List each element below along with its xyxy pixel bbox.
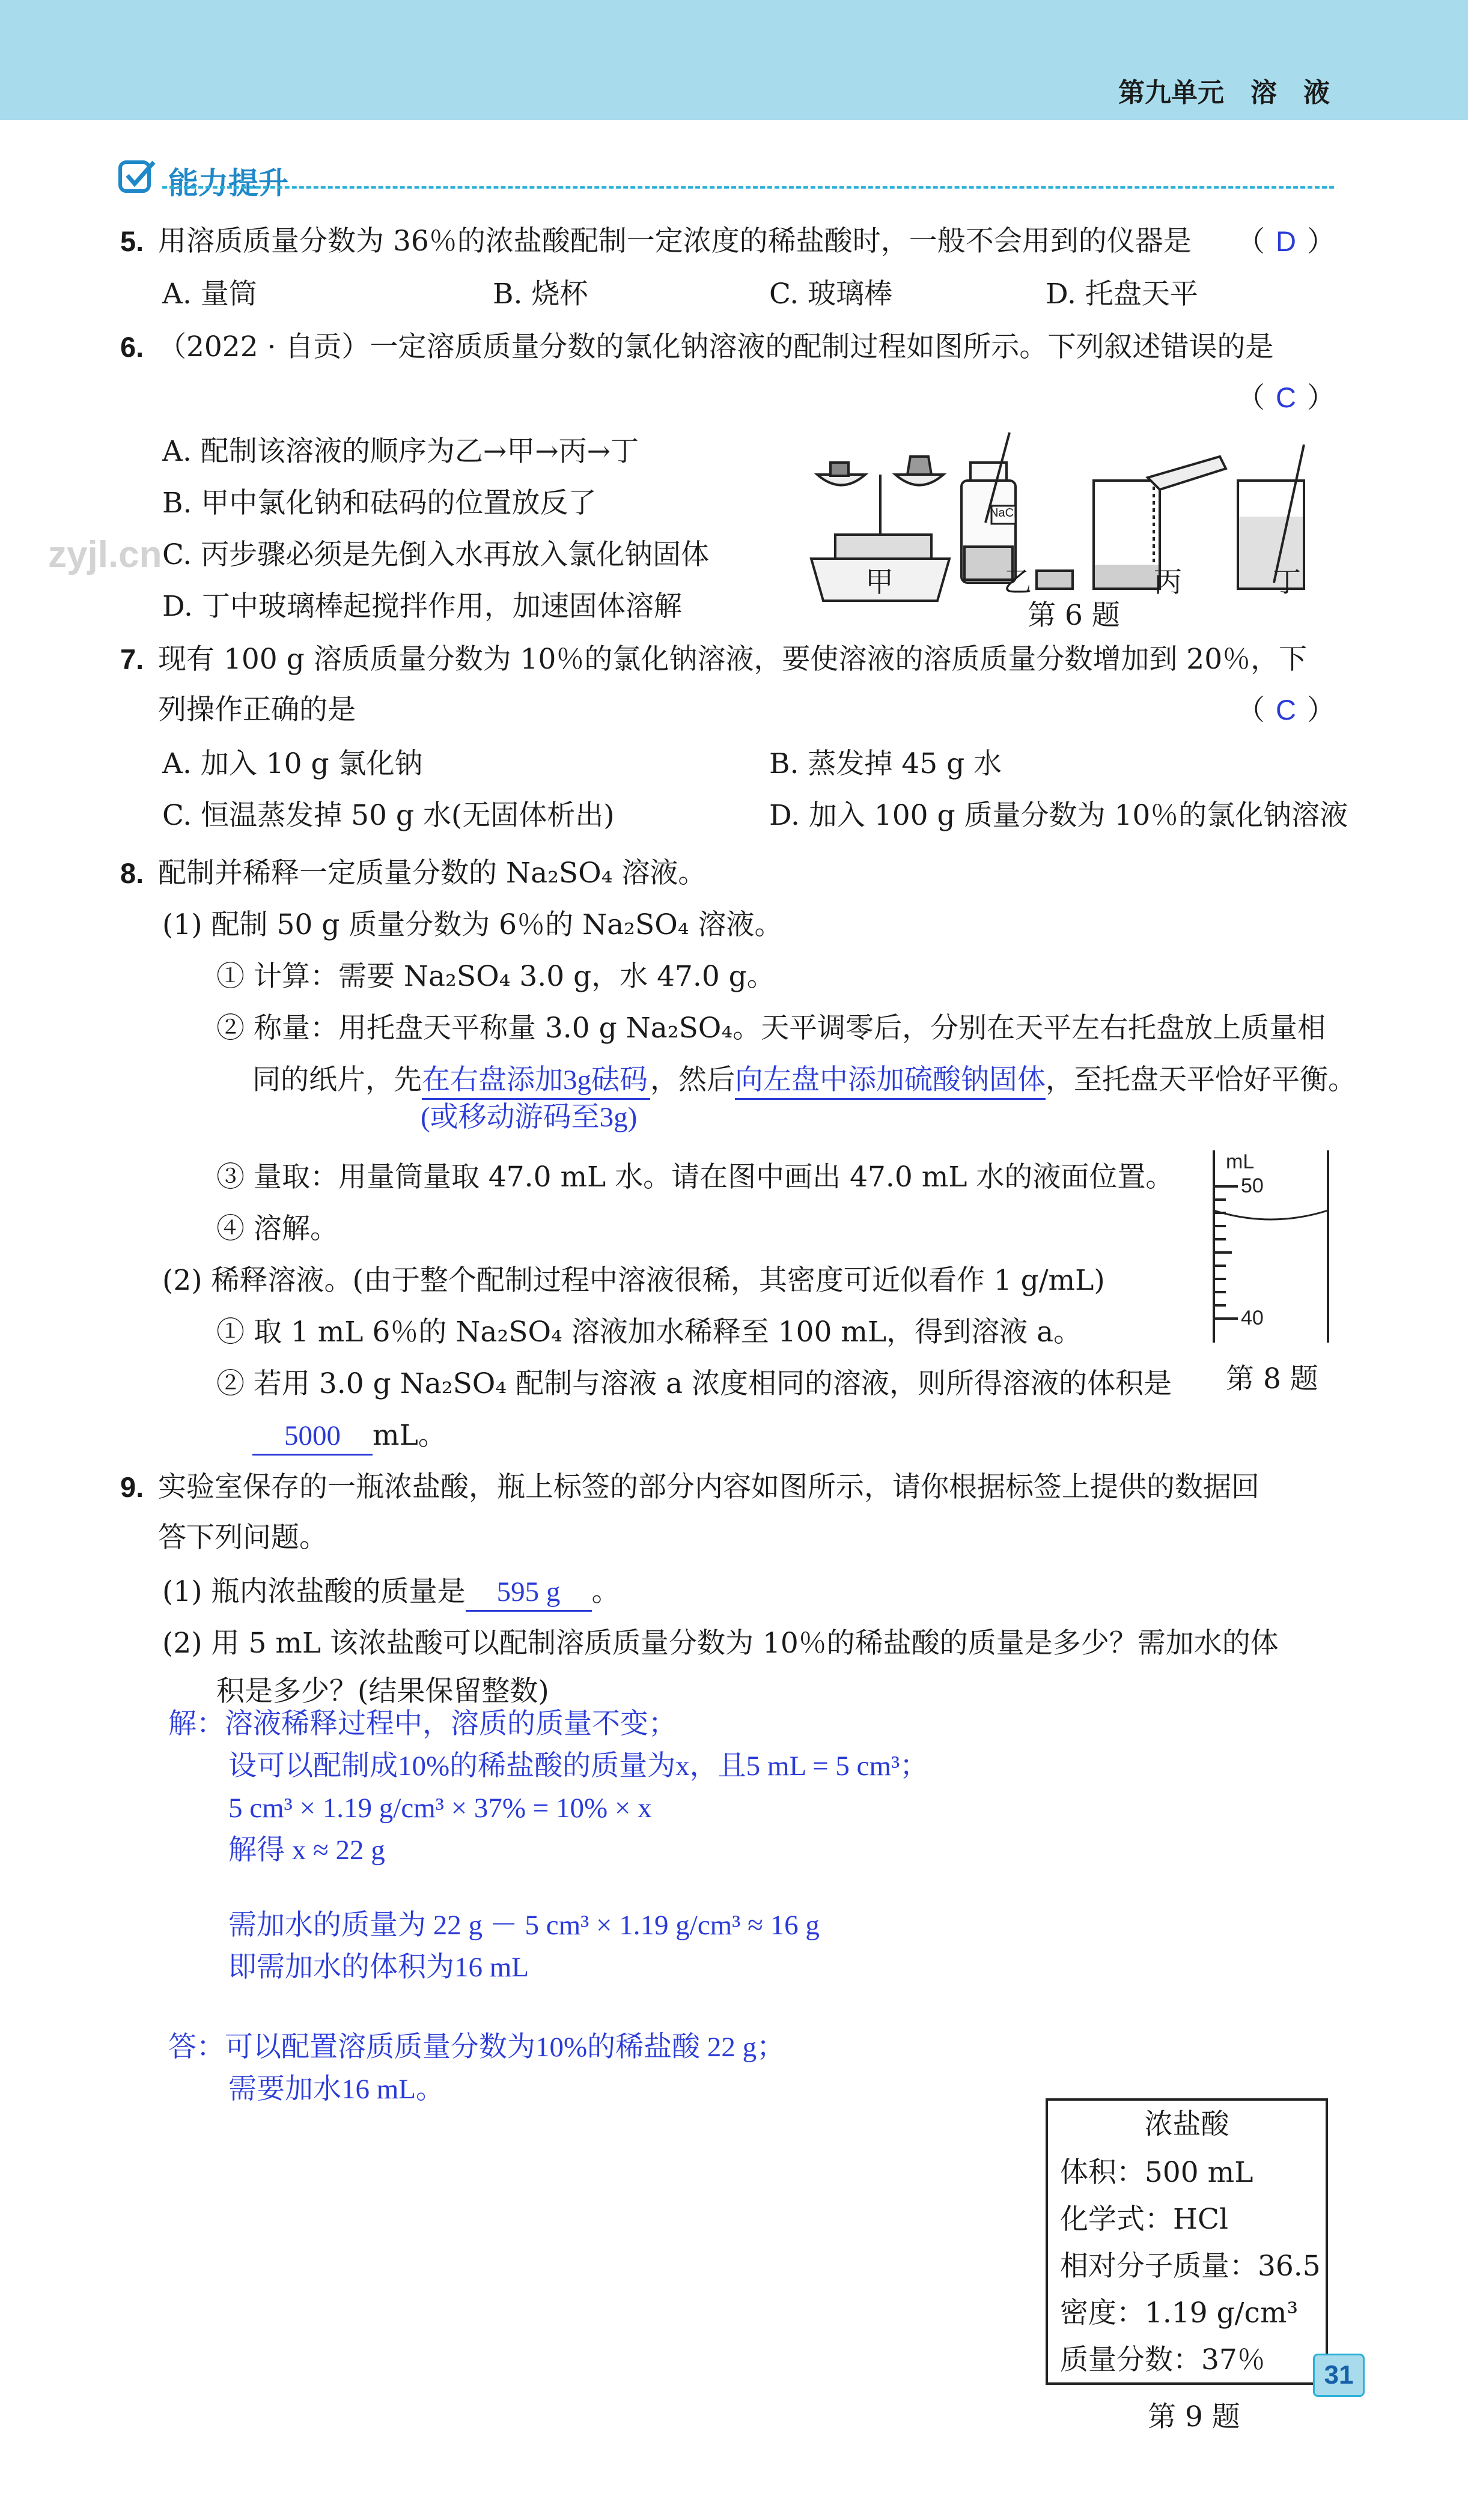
- solution-line-5: 需加水的质量为 22 g － 5 cm³ × 1.19 g/cm³ ≈ 16 g: [228, 1910, 820, 1941]
- label-title: 浓盐酸: [1144, 2108, 1229, 2141]
- q5-stem: 用溶质质量分数为 36％的浓盐酸配制一定浓度的稀盐酸时，一般不会用到的仪器是: [158, 225, 1192, 258]
- q5-option-c: C. 玻璃棒: [769, 278, 893, 311]
- q6-answer-paren: （ C ）: [1237, 380, 1335, 416]
- fig9-caption: 第 9 题: [1148, 2400, 1240, 2433]
- solution-line-4: 解得 x ≈ 22 g: [228, 1835, 385, 1866]
- q9-mass-blank: 595 g: [466, 1574, 592, 1612]
- q8-cylinder: [1202, 1144, 1340, 1349]
- solution-line-1: 解：溶液稀释过程中，溶质的质量不变；: [168, 1708, 677, 1740]
- nacl-label: NaCl: [990, 506, 1017, 520]
- q7-answer-paren: （ C ）: [1237, 692, 1335, 729]
- label-formula: 化学式：HCl: [1060, 2203, 1228, 2236]
- q9-part2-line1: (2) 用 5 mL 该浓盐酸可以配制溶质质量分数为 10％的稀盐酸的质量是多少？需加水的体: [162, 1627, 1279, 1660]
- solution-line-3: 5 cm³ × 1.19 g/cm³ × 37% = 10% × x: [228, 1793, 652, 1824]
- hcl-label-box: [1046, 2098, 1328, 2385]
- q9-part2-line2: 积是多少？(结果保留整数): [216, 1675, 549, 1708]
- q9-stem-line2: 答下列问题。: [158, 1521, 327, 1554]
- solution-line-6: 即需加水的体积为16 mL: [228, 1952, 529, 1983]
- q7-option-b: B. 蒸发掉 45 g 水: [769, 747, 1002, 780]
- q8-part2-step2: ② 若用 3.0 g Na₂SO₄ 配制与溶液 a 浓度相同的溶液，则所得溶液的体积是: [216, 1367, 1172, 1400]
- label-molar-mass: 相对分子质量：36.5: [1060, 2250, 1321, 2283]
- label-volume: 体积：500 mL: [1060, 2156, 1253, 2189]
- q7-number: 7.: [120, 643, 144, 675]
- q8-stem: 配制并稀释一定质量分数的 Na₂SO₄ 溶液。: [158, 857, 707, 890]
- q5-option-b: B. 烧杯: [493, 278, 588, 311]
- answer-line-1: 答：可以配置溶质质量分数为10%的稀盐酸 22 g；: [168, 2032, 785, 2063]
- q7-option-c: C. 恒温蒸发掉 50 g 水(无固体析出): [162, 799, 615, 832]
- check-icon: [118, 157, 160, 197]
- q8-step3: ③ 量取：用量筒量取 47.0 mL 水。请在图中画出 47.0 mL 水的液面位置。: [216, 1161, 1174, 1194]
- section-title: 能力提升: [168, 166, 288, 201]
- q9-part1: (1) 瓶内浓盐酸的质量是 595 g 。: [162, 1574, 620, 1612]
- q8-part2: (2) 稀释溶液。(由于整个配制过程中溶液很稀，其密度可近似看作 1 g/mL): [162, 1264, 1105, 1297]
- q6-option-a: A. 配制该溶液的顺序为乙→甲→丙→丁: [162, 435, 639, 468]
- header-band: [0, 0, 1468, 120]
- label-mass-fraction: 质量分数：37％: [1060, 2343, 1265, 2376]
- cylinder-tick-40: 40: [1241, 1307, 1264, 1329]
- q6-option-d: D. 丁中玻璃棒起搅拌作用，加速固体溶解: [162, 590, 682, 623]
- unit-title: 第九单元 溶 液: [1118, 77, 1330, 108]
- cylinder-tick-50: 50: [1241, 1174, 1264, 1197]
- q7-stem-line1: 现有 100 g 溶质质量分数为 10％的氯化钠溶液，要使溶液的溶质质量分数增加到 20％，下: [158, 643, 1308, 676]
- q5-number: 5.: [120, 225, 144, 257]
- q8-blank1: 在右盘添加3g砝码: [422, 1062, 650, 1100]
- q7-option-a: A. 加入 10 g 氯化钠: [162, 747, 423, 780]
- q5-option-a: A. 量筒: [162, 278, 257, 311]
- q7-answer: C: [1276, 694, 1296, 726]
- q8-step2-line2: 同的纸片，先在右盘添加3g砝码，然后向左盘中添加硫酸钠固体，至托盘天平恰好平衡。: [252, 1062, 1356, 1100]
- q6-stem: （2022 · 自贡）一定溶质质量分数的氯化钠溶液的配制过程如图所示。下列叙述错误的是: [158, 330, 1274, 363]
- q8-part2-step1: ① 取 1 mL 6％的 Na₂SO₄ 溶液加水稀释至 100 mL，得到溶液 a。: [216, 1316, 1082, 1349]
- fig6-label-ding: 丁: [1273, 566, 1301, 599]
- solution-line-2: 设可以配制成10%的稀盐酸的质量为x，且5 mL = 5 cm³；: [228, 1750, 928, 1782]
- q6-option-c: C. 丙步骤必须是先倒入水再放入氯化钠固体: [162, 538, 710, 571]
- watermark: zyjl.cn: [48, 534, 162, 575]
- q5-option-d: D. 托盘天平: [1046, 278, 1198, 311]
- page-number: 31: [1313, 2354, 1365, 2397]
- q9-number: 9.: [120, 1471, 144, 1503]
- q8-volume-blank: 5000: [252, 1418, 373, 1456]
- answer-line-2: 需要加水16 mL。: [228, 2074, 445, 2105]
- q5-answer-paren: （ D ）: [1237, 223, 1335, 260]
- q6-option-b: B. 甲中氯化钠和砝码的位置放反了: [162, 487, 597, 520]
- fig6-label-bing: 丙: [1154, 566, 1182, 599]
- q7-option-d: D. 加入 100 g 质量分数为 10％的氯化钠溶液: [769, 799, 1348, 832]
- section-divider: [162, 186, 1334, 189]
- cylinder-unit: mL: [1226, 1150, 1255, 1173]
- fig8-caption: 第 8 题: [1226, 1362, 1318, 1395]
- fig6-label-jia: 甲: [865, 566, 894, 599]
- q7-stem-line2: 列操作正确的是: [158, 693, 356, 726]
- q6-number: 6.: [120, 331, 144, 363]
- q8-blank2: 向左盘中添加硫酸钠固体: [735, 1062, 1046, 1100]
- q8-part2-answer-line: 5000 mL。: [252, 1418, 446, 1456]
- label-density: 密度：1.19 g/cm³: [1060, 2297, 1299, 2330]
- fig6-label-yi: 乙: [1004, 566, 1032, 599]
- fig6-caption: 第 6 题: [1028, 599, 1120, 632]
- q9-stem-line1: 实验室保存的一瓶浓盐酸，瓶上标签的部分内容如图所示，请你根据标签上提供的数据回: [158, 1471, 1259, 1504]
- q5-answer: D: [1276, 225, 1296, 257]
- q8-step4: ④ 溶解。: [216, 1212, 338, 1245]
- q6-answer: C: [1276, 381, 1296, 413]
- q8-step1: ① 计算：需要 Na₂SO₄ 3.0 g，水 47.0 g。: [216, 960, 775, 993]
- q8-step2-line1: ② 称量：用托盘天平称量 3.0 g Na₂SO₄。天平调零后，分别在天平左右托盘放上质量相: [216, 1012, 1326, 1045]
- q8-number: 8.: [120, 857, 144, 889]
- q8-part1: (1) 配制 50 g 质量分数为 6％的 Na₂SO₄ 溶液。: [162, 908, 783, 941]
- q8-blank1-extra: (或移动游码至3g): [421, 1102, 638, 1133]
